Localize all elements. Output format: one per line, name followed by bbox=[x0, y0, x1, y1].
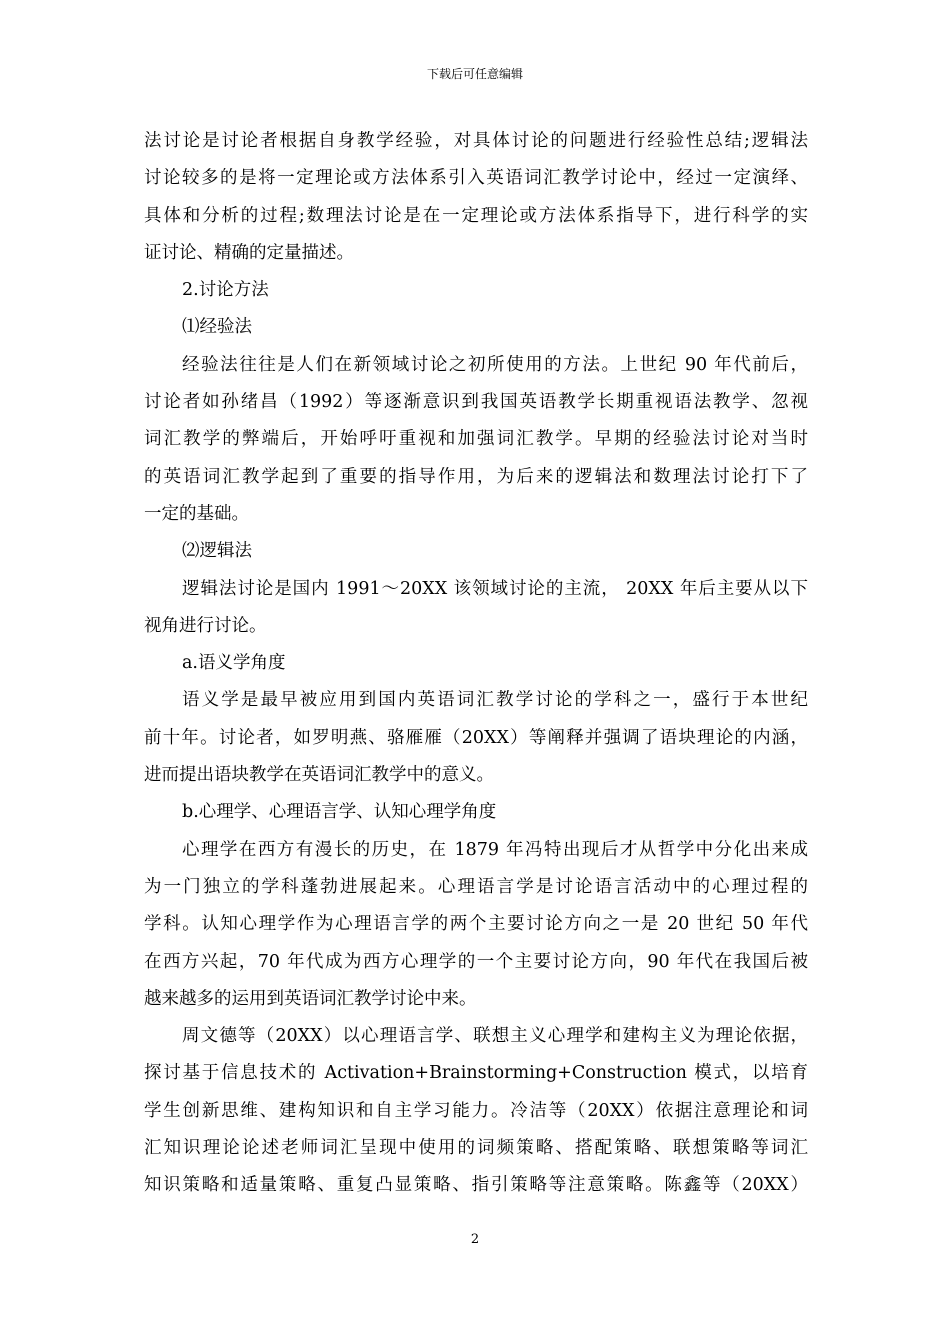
text-line: a.语义学角度 bbox=[182, 653, 286, 674]
text-line: 进而提出语块教学在英语词汇教学中的意义。 bbox=[144, 765, 494, 786]
text-line: 讨论者如孙绪昌（1992）等逐渐意识到我国英语教学长期重视语法教学、忽视 bbox=[144, 392, 808, 413]
page-number: 2 bbox=[470, 1232, 480, 1247]
text-line: 逻辑法讨论是国内 1991～20XX 该领域讨论的主流， 20XX 年后主要从以下 bbox=[182, 578, 808, 599]
text-line: 汇知识理论论述老师词汇呈现中使用的词频策略、搭配策略、联想策略等词汇 bbox=[144, 1138, 808, 1159]
text-line: 的英语词汇教学起到了重要的指导作用，为后来的逻辑法和数理法讨论打下了 bbox=[144, 466, 808, 487]
document-body bbox=[144, 123, 808, 1205]
text-line: ⑵逻辑法 bbox=[182, 541, 252, 562]
text-line: 探讨基于信息技术的 Activation+Brainstorming+Construction 模式，以培育 bbox=[144, 1063, 808, 1084]
text-line: 经验法往往是人们在新领域讨论之初所使用的方法。上世纪 90 年代前后， bbox=[182, 354, 808, 375]
text-line: 具体和分析的过程;数理法讨论是在一定理论或方法体系指导下，进行科学的实 bbox=[144, 205, 808, 226]
text-line: 越来越多的运用到英语词汇教学讨论中来。 bbox=[144, 988, 477, 1009]
text-line: 在西方兴起，70 年代成为西方心理学的一个主要讨论方向，90 年代在我国后被 bbox=[144, 951, 808, 972]
text-line: 为一门独立的学科蓬勃进展起来。心理语言学是讨论语言活动中的心理过程的 bbox=[144, 876, 808, 897]
text-line: 2.讨论方法 bbox=[182, 280, 269, 301]
text-line: 一定的基础。 bbox=[144, 503, 249, 524]
text-line: ⑴经验法 bbox=[182, 317, 252, 338]
text-line: 语义学是最早被应用到国内英语词汇教学讨论的学科之一，盛行于本世纪 bbox=[182, 690, 808, 711]
text-line: 讨论较多的是将一定理论或方法体系引入英语词汇教学讨论中，经过一定演绎、 bbox=[144, 168, 808, 189]
text-line: 学生创新思维、建构知识和自主学习能力。冷洁等（20XX）依据注意理论和词 bbox=[144, 1100, 808, 1121]
text-line: 法讨论是讨论者根据自身教学经验，对具体讨论的问题进行经验性总结;逻辑法 bbox=[144, 131, 808, 151]
text-line: 视角进行讨论。 bbox=[144, 615, 267, 636]
page-header: 下载后可任意编辑 bbox=[426, 67, 523, 81]
text-line: 知识策略和适量策略、重复凸显策略、指引策略等注意策略。陈鑫等（20XX） bbox=[144, 1175, 808, 1196]
text-line: 词汇教学的弊端后，开始呼吁重视和加强词汇教学。早期的经验法讨论对当时 bbox=[144, 429, 808, 450]
text-line: 证讨论、精确的定量描述。 bbox=[144, 242, 354, 263]
text-line: 学科。认知心理学作为心理语言学的两个主要讨论方向之一是 20 世纪 50 年代 bbox=[144, 914, 808, 935]
text-line: 前十年。讨论者，如罗明燕、骆雁雁（20XX）等阐释并强调了语块理论的内涵， bbox=[144, 727, 808, 748]
text-line: b.心理学、心理语言学、认知心理学角度 bbox=[182, 802, 497, 823]
text-line: 周文德等（20XX）以心理语言学、联想主义心理学和建构主义为理论依据， bbox=[182, 1026, 808, 1047]
text-line: 心理学在西方有漫长的历史，在 1879 年冯特出现后才从哲学中分化出来成 bbox=[182, 839, 808, 860]
